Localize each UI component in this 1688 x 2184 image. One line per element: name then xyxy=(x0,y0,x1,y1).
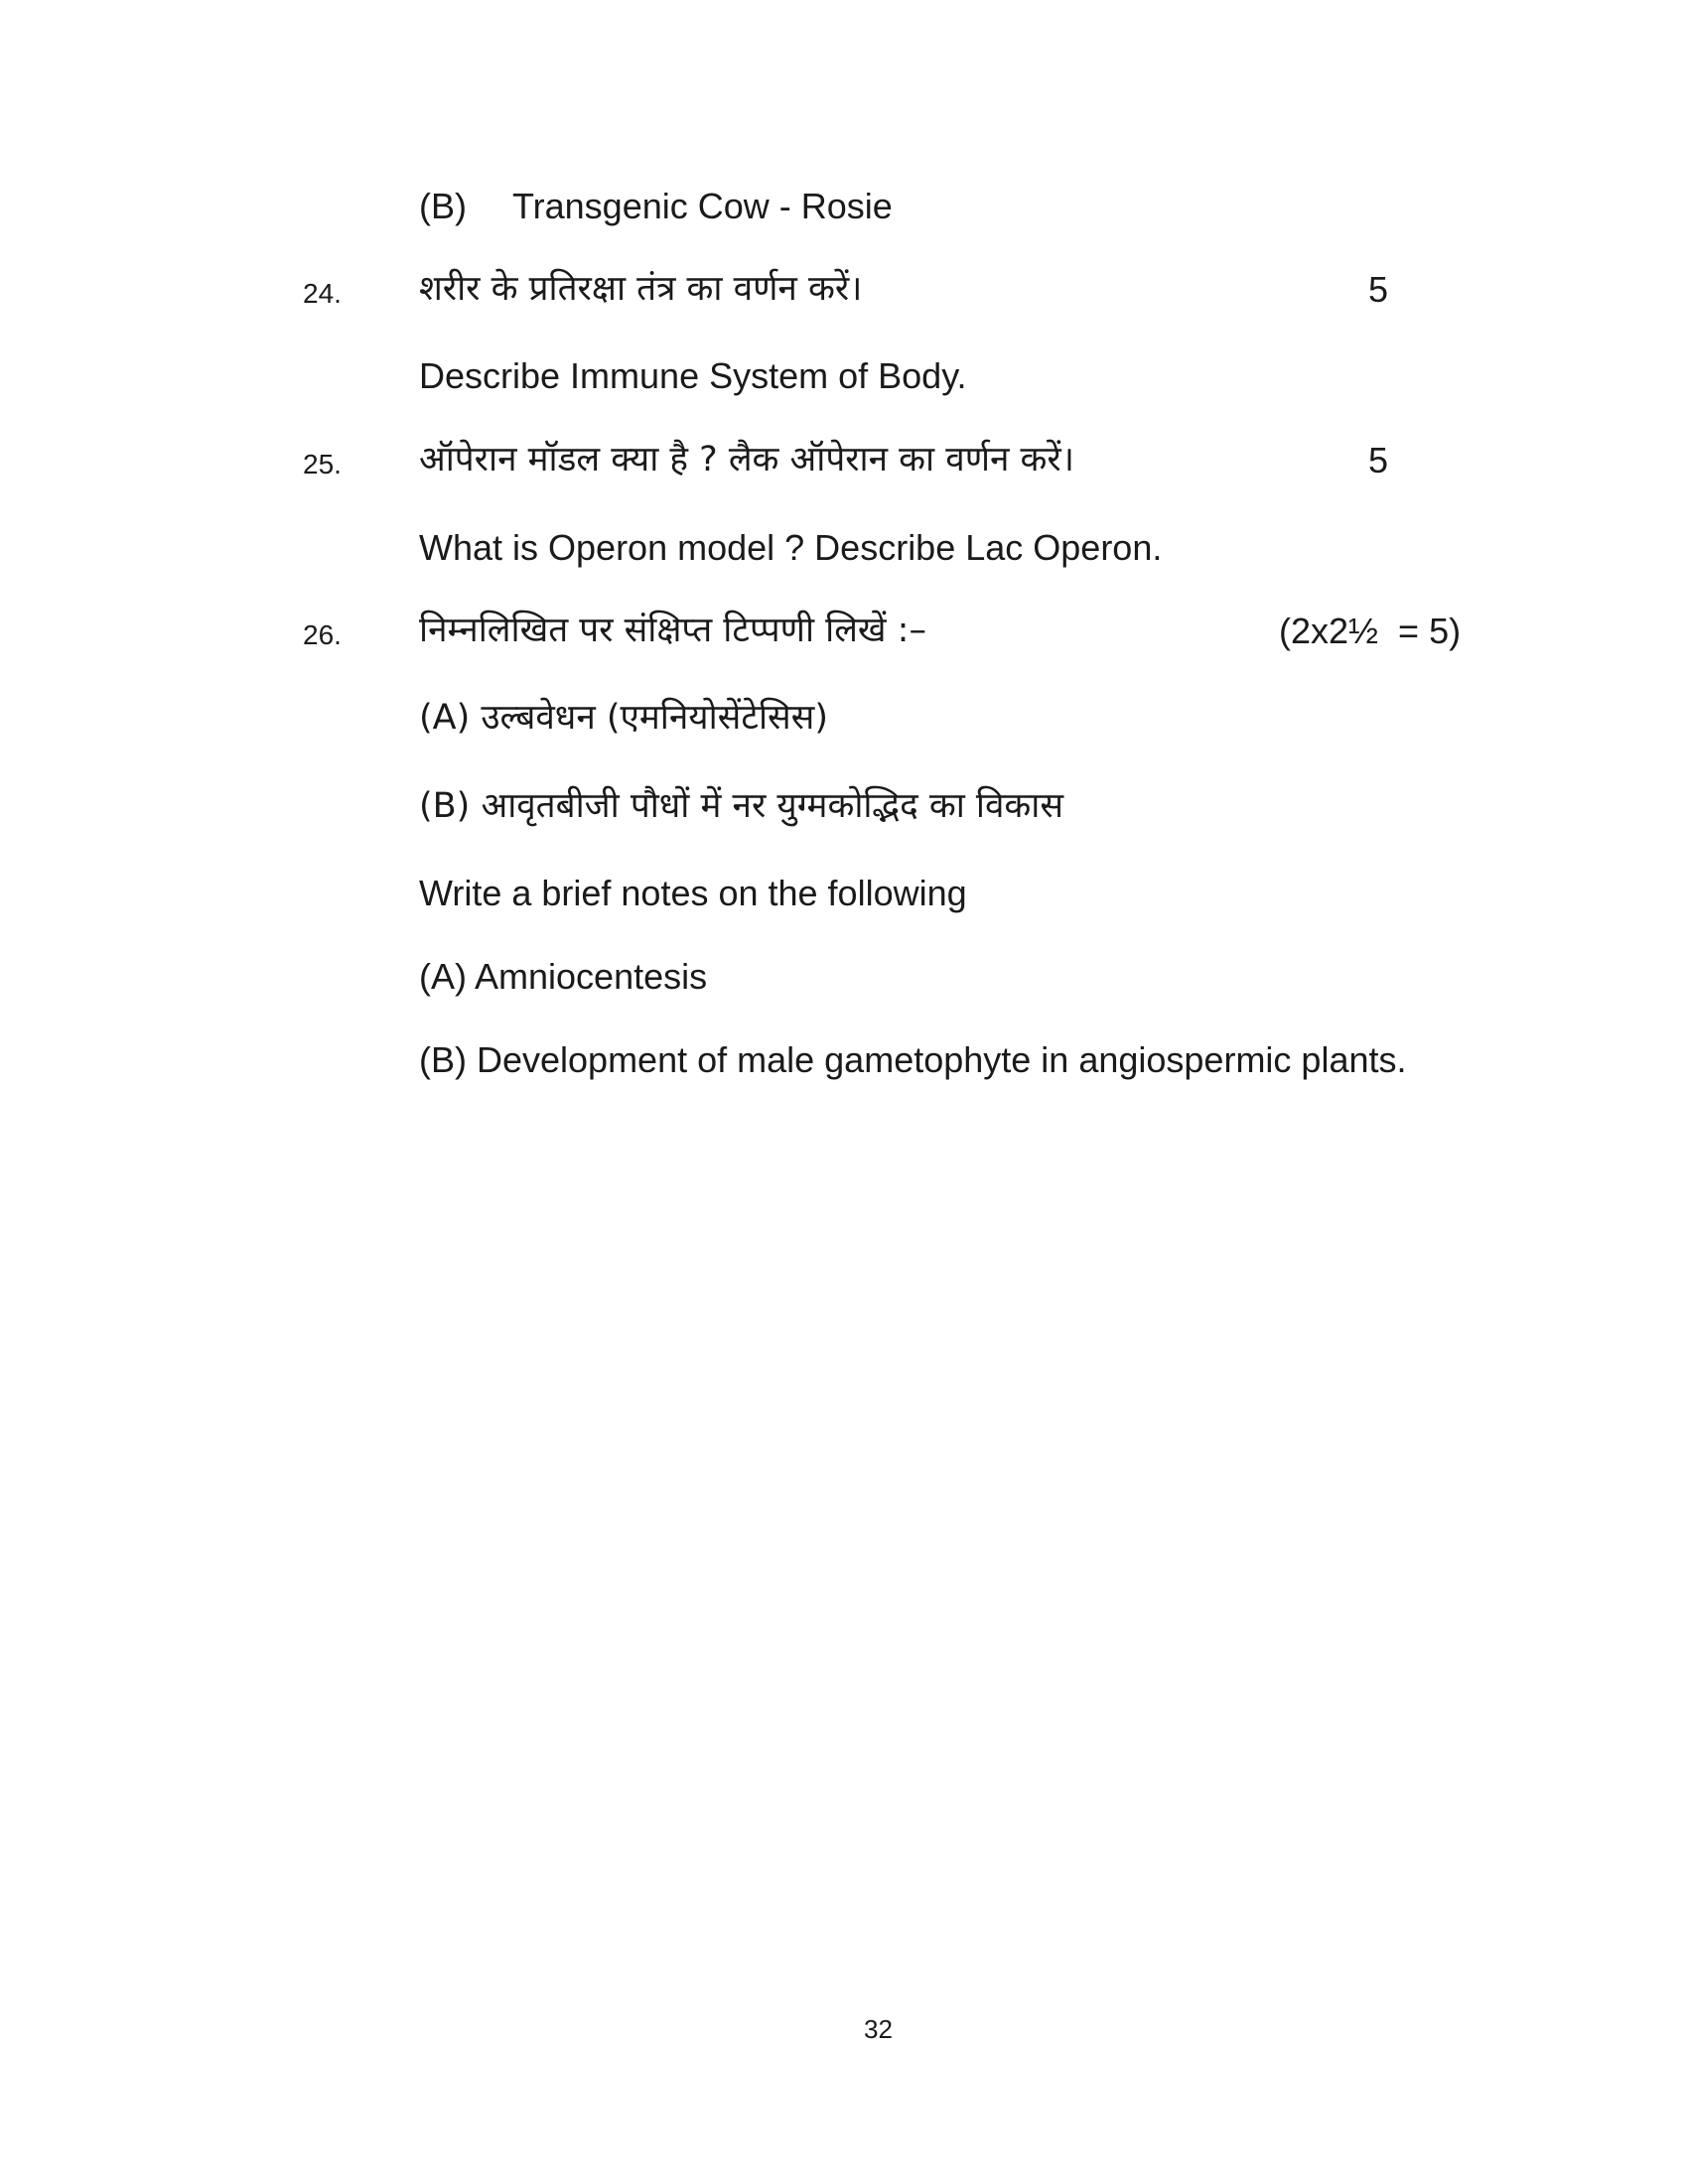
q24-number: 24. xyxy=(303,278,342,309)
q25-number: 25. xyxy=(303,449,342,479)
q26-english-text: Write a brief notes on the following xyxy=(419,873,967,913)
q25-marks: 5 xyxy=(1368,440,1389,480)
q24-marks: 5 xyxy=(1368,269,1389,310)
q24-hindi-text: शरीर के प्रतिरक्षा तंत्र का वर्णन करें। xyxy=(419,269,863,309)
q26-hindi-option-a: (A) उल्बवेधन (एमनियोसेंटेसिस) xyxy=(419,698,828,738)
q23-option-b-text: Transgenic Cow - Rosie xyxy=(512,186,893,226)
q26-hindi-text: निम्नलिखित पर संक्षिप्त टिप्पणी लिखें :– xyxy=(419,611,926,650)
q25-hindi-text: ऑपेरान मॉडल क्या है ? लैक ऑपेरान का वर्णन करें। xyxy=(419,440,1075,479)
q24-english-text: Describe Immune System of Body. xyxy=(419,355,967,396)
q23-option-b xyxy=(419,185,893,228)
q26-english-option-a: (A) Amniocentesis xyxy=(419,956,708,997)
q26-hindi-option-b: (B) आवृतबीजी पौधों में नर युग्मकोद्भिद का विकास xyxy=(419,786,1064,826)
q26-english-option-b: (B) Development of male gametophyte in angiospermic plants. xyxy=(419,1039,1407,1080)
q26-number: 26. xyxy=(303,619,342,650)
q23-option-b-label: (B) xyxy=(419,186,467,226)
q26-marks: (2x2½ = 5) xyxy=(1279,611,1462,651)
page-number: 32 xyxy=(864,2014,893,2044)
q25-english-text: What is Operon model ? Describe Lac Operon. xyxy=(419,527,1163,568)
